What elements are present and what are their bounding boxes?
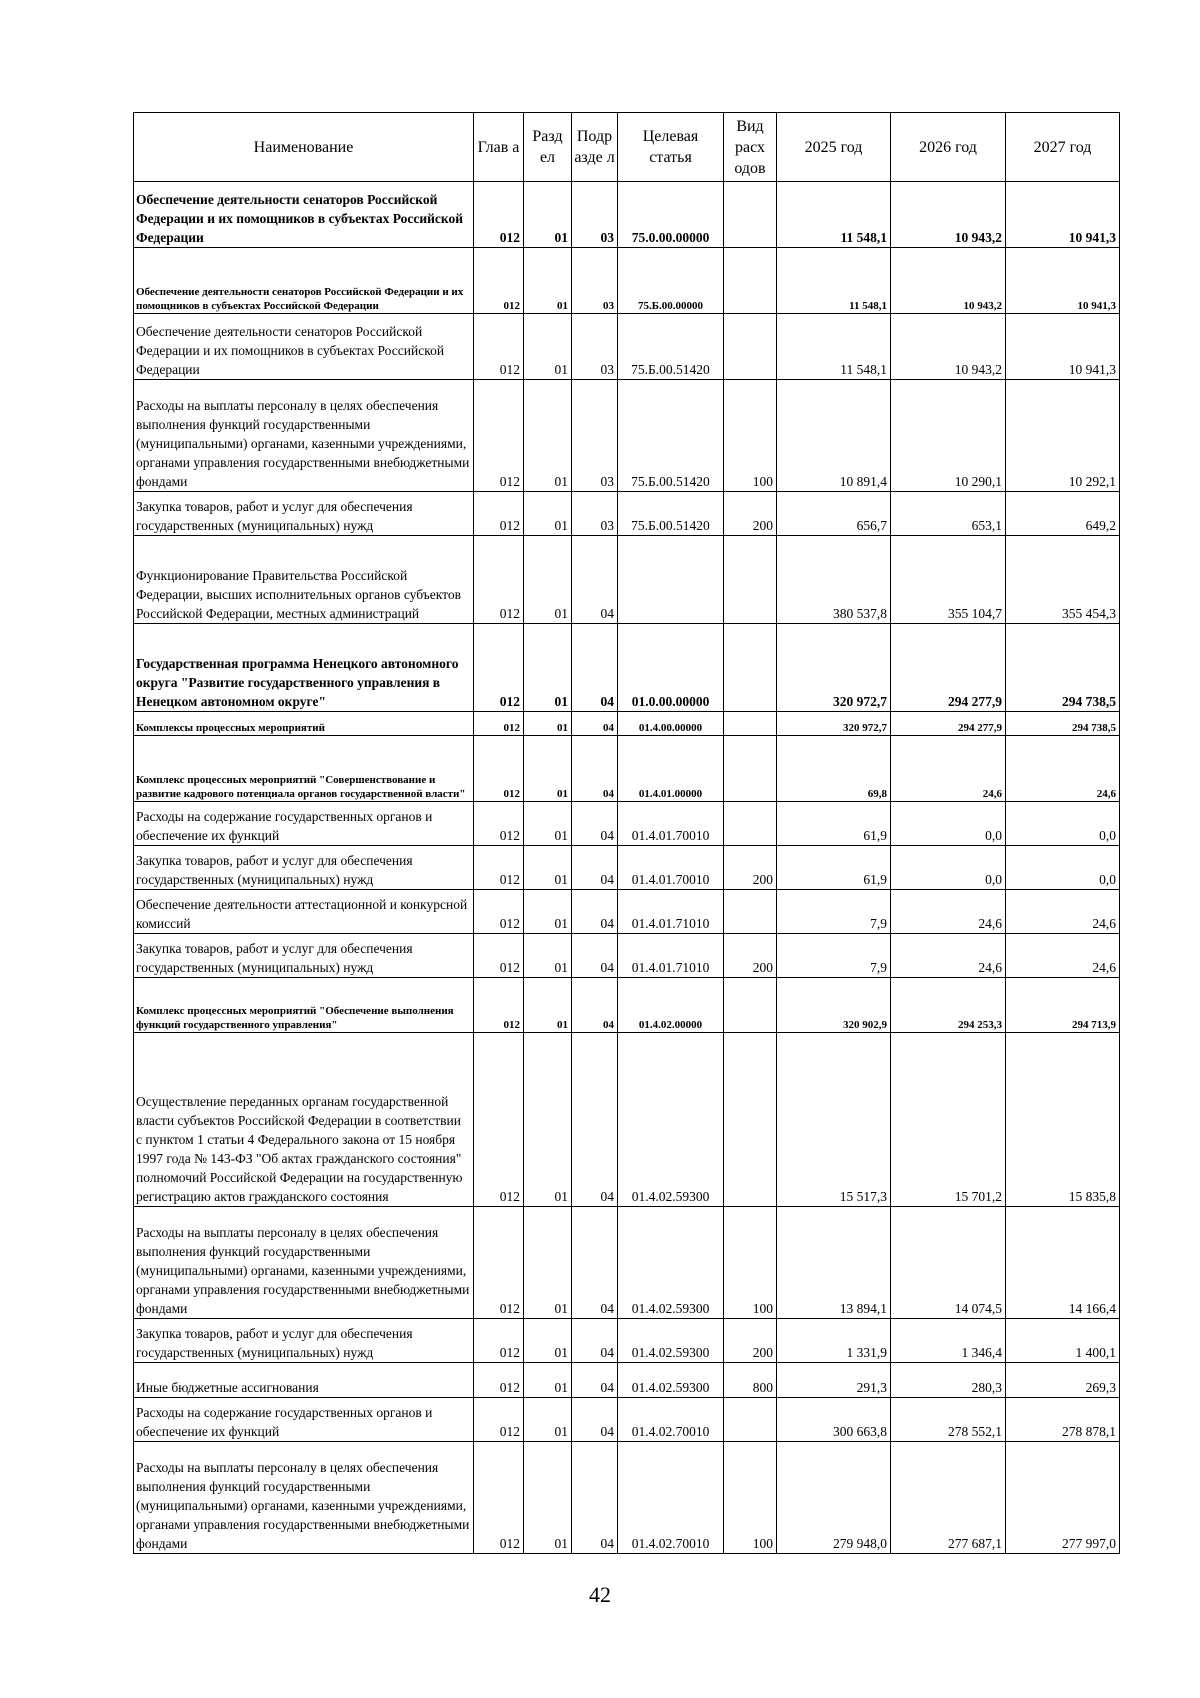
table-header bbox=[134, 113, 1120, 182]
cell-target: 75.Б.00.51420 bbox=[618, 380, 724, 492]
cell-name: Обеспечение деятельности сенаторов Российской Федерации и их помощников в субъектах Российской Федерации bbox=[134, 314, 474, 380]
cell-name: Расходы на содержание государственных органов и обеспечение их функций bbox=[134, 1398, 474, 1442]
cell-glava: 012 bbox=[474, 1319, 524, 1363]
cell-razdel: 01 bbox=[524, 736, 572, 802]
cell-target: 75.Б.00.00000 bbox=[618, 248, 724, 314]
table-row bbox=[134, 1207, 1120, 1319]
cell-glava: 012 bbox=[474, 802, 524, 846]
cell-razdel: 01 bbox=[524, 978, 572, 1033]
cell-name: Функционирование Правительства Российской Федерации, высших исполнительных органов субъектов Российской Федерации, местных администраций bbox=[134, 536, 474, 624]
cell-razdel: 01 bbox=[524, 1442, 572, 1554]
cell-razdel: 01 bbox=[524, 314, 572, 380]
cell-glava: 012 bbox=[474, 736, 524, 802]
cell-name: Обеспечение деятельности сенаторов Российской Федерации и их помощников в субъектах Российской Федерации bbox=[134, 248, 474, 314]
cell-glava: 012 bbox=[474, 712, 524, 736]
cell-vid: 200 bbox=[724, 1319, 777, 1363]
table-row bbox=[134, 314, 1120, 380]
cell-name: Комплекс процессных мероприятий "Совершенствование и развитие кадрового потенциала органов государственной власти" bbox=[134, 736, 474, 802]
table-row bbox=[134, 492, 1120, 536]
cell-vid bbox=[724, 712, 777, 736]
cell-y2027: 24,6 bbox=[1006, 736, 1120, 802]
cell-y2027: 10 941,3 bbox=[1006, 314, 1120, 380]
table-row bbox=[134, 1398, 1120, 1442]
cell-target: 01.4.02.59300 bbox=[618, 1033, 724, 1207]
cell-name: Расходы на содержание государственных органов и обеспечение их функций bbox=[134, 802, 474, 846]
cell-name: Осуществление переданных органам государственной власти субъектов Российской Федерации в соответствии с пунктом 1 статьи 4 Федерального закона от 15 ноября 1997 года № 143-ФЗ "Об актах гражданского состояния" полномочий Российской Федерации на государственную регистрацию актов гражданского состояния bbox=[134, 1033, 474, 1207]
cell-vid bbox=[724, 1398, 777, 1442]
cell-glava: 012 bbox=[474, 380, 524, 492]
cell-podrazdel: 04 bbox=[572, 1398, 618, 1442]
cell-razdel: 01 bbox=[524, 380, 572, 492]
table-row bbox=[134, 934, 1120, 978]
cell-razdel: 01 bbox=[524, 536, 572, 624]
cell-y2025: 7,9 bbox=[777, 890, 891, 934]
cell-razdel: 01 bbox=[524, 1363, 572, 1398]
cell-target: 01.4.02.70010 bbox=[618, 1442, 724, 1554]
cell-y2027: 15 835,8 bbox=[1006, 1033, 1120, 1207]
cell-y2025: 15 517,3 bbox=[777, 1033, 891, 1207]
cell-y2026: 280,3 bbox=[891, 1363, 1006, 1398]
cell-y2025: 300 663,8 bbox=[777, 1398, 891, 1442]
cell-y2026: 0,0 bbox=[891, 802, 1006, 846]
cell-y2025: 291,3 bbox=[777, 1363, 891, 1398]
cell-y2026: 0,0 bbox=[891, 846, 1006, 890]
cell-y2027: 24,6 bbox=[1006, 934, 1120, 978]
cell-y2027: 24,6 bbox=[1006, 890, 1120, 934]
cell-glava: 012 bbox=[474, 1363, 524, 1398]
cell-vid bbox=[724, 248, 777, 314]
cell-glava: 012 bbox=[474, 182, 524, 248]
cell-razdel: 01 bbox=[524, 846, 572, 890]
header-glava: Глав а bbox=[474, 113, 524, 182]
cell-podrazdel: 04 bbox=[572, 890, 618, 934]
cell-razdel: 01 bbox=[524, 182, 572, 248]
cell-razdel: 01 bbox=[524, 1207, 572, 1319]
header-2026: 2026 год bbox=[891, 113, 1006, 182]
cell-name: Обеспечение деятельности аттестационной и конкурсной комиссий bbox=[134, 890, 474, 934]
cell-y2027: 294 738,5 bbox=[1006, 712, 1120, 736]
cell-vid bbox=[724, 736, 777, 802]
cell-podrazdel: 04 bbox=[572, 624, 618, 712]
cell-podrazdel: 04 bbox=[572, 934, 618, 978]
cell-target bbox=[618, 536, 724, 624]
cell-name: Комплекс процессных мероприятий "Обеспечение выполнения функций государственного управления" bbox=[134, 978, 474, 1033]
cell-razdel: 01 bbox=[524, 890, 572, 934]
cell-y2025: 7,9 bbox=[777, 934, 891, 978]
table-row bbox=[134, 890, 1120, 934]
cell-y2026: 24,6 bbox=[891, 890, 1006, 934]
cell-vid bbox=[724, 802, 777, 846]
cell-target: 01.4.01.70010 bbox=[618, 846, 724, 890]
table-row bbox=[134, 846, 1120, 890]
cell-y2026: 278 552,1 bbox=[891, 1398, 1006, 1442]
cell-podrazdel: 04 bbox=[572, 712, 618, 736]
cell-y2025: 320 902,9 bbox=[777, 978, 891, 1033]
cell-glava: 012 bbox=[474, 624, 524, 712]
cell-podrazdel: 04 bbox=[572, 1319, 618, 1363]
header-2027: 2027 год bbox=[1006, 113, 1120, 182]
cell-podrazdel: 04 bbox=[572, 802, 618, 846]
cell-y2025: 380 537,8 bbox=[777, 536, 891, 624]
cell-y2025: 656,7 bbox=[777, 492, 891, 536]
budget-table bbox=[133, 112, 1120, 1554]
cell-vid bbox=[724, 536, 777, 624]
cell-name: Закупка товаров, работ и услуг для обеспечения государственных (муниципальных) нужд bbox=[134, 1319, 474, 1363]
table-row bbox=[134, 712, 1120, 736]
cell-y2027: 277 997,0 bbox=[1006, 1442, 1120, 1554]
table-row bbox=[134, 802, 1120, 846]
cell-y2027: 269,3 bbox=[1006, 1363, 1120, 1398]
cell-y2027: 10 941,3 bbox=[1006, 182, 1120, 248]
cell-razdel: 01 bbox=[524, 248, 572, 314]
cell-glava: 012 bbox=[474, 248, 524, 314]
cell-glava: 012 bbox=[474, 1033, 524, 1207]
header-name: Наименование bbox=[134, 113, 474, 182]
cell-y2026: 277 687,1 bbox=[891, 1442, 1006, 1554]
cell-name: Закупка товаров, работ и услуг для обеспечения государственных (муниципальных) нужд bbox=[134, 492, 474, 536]
cell-y2026: 10 290,1 bbox=[891, 380, 1006, 492]
cell-y2027: 10 292,1 bbox=[1006, 380, 1120, 492]
cell-name: Комплексы процессных мероприятий bbox=[134, 712, 474, 736]
cell-y2025: 61,9 bbox=[777, 846, 891, 890]
cell-razdel: 01 bbox=[524, 802, 572, 846]
cell-podrazdel: 04 bbox=[572, 846, 618, 890]
header-target: Целевая статья bbox=[618, 113, 724, 182]
cell-y2025: 320 972,7 bbox=[777, 624, 891, 712]
cell-target: 01.4.00.00000 bbox=[618, 712, 724, 736]
cell-vid: 100 bbox=[724, 380, 777, 492]
table-row bbox=[134, 624, 1120, 712]
cell-name: Расходы на выплаты персоналу в целях обеспечения выполнения функций государственными (муниципальными) органами, казенными учреждениями, органами управления государственными внебюджетными фондами bbox=[134, 1207, 474, 1319]
cell-podrazdel: 03 bbox=[572, 380, 618, 492]
cell-y2025: 11 548,1 bbox=[777, 182, 891, 248]
cell-razdel: 01 bbox=[524, 712, 572, 736]
cell-glava: 012 bbox=[474, 1398, 524, 1442]
table-row bbox=[134, 978, 1120, 1033]
cell-y2026: 294 277,9 bbox=[891, 624, 1006, 712]
cell-glava: 012 bbox=[474, 846, 524, 890]
cell-y2027: 1 400,1 bbox=[1006, 1319, 1120, 1363]
cell-y2026: 24,6 bbox=[891, 736, 1006, 802]
cell-podrazdel: 03 bbox=[572, 248, 618, 314]
cell-y2026: 355 104,7 bbox=[891, 536, 1006, 624]
cell-y2026: 24,6 bbox=[891, 934, 1006, 978]
cell-razdel: 01 bbox=[524, 1033, 572, 1207]
cell-podrazdel: 04 bbox=[572, 736, 618, 802]
cell-target: 01.0.00.00000 bbox=[618, 624, 724, 712]
cell-glava: 012 bbox=[474, 934, 524, 978]
cell-y2025: 11 548,1 bbox=[777, 314, 891, 380]
cell-glava: 012 bbox=[474, 314, 524, 380]
cell-podrazdel: 04 bbox=[572, 1442, 618, 1554]
cell-y2026: 294 277,9 bbox=[891, 712, 1006, 736]
table-row bbox=[134, 248, 1120, 314]
page-number: 42 bbox=[589, 1582, 611, 1607]
cell-y2025: 320 972,7 bbox=[777, 712, 891, 736]
cell-y2027: 0,0 bbox=[1006, 846, 1120, 890]
cell-target: 01.4.01.71010 bbox=[618, 934, 724, 978]
cell-podrazdel: 04 bbox=[572, 978, 618, 1033]
cell-target: 01.4.02.59300 bbox=[618, 1319, 724, 1363]
cell-target: 75.Б.00.51420 bbox=[618, 314, 724, 380]
cell-y2027: 14 166,4 bbox=[1006, 1207, 1120, 1319]
cell-target: 01.4.02.59300 bbox=[618, 1363, 724, 1398]
cell-glava: 012 bbox=[474, 978, 524, 1033]
cell-name: Расходы на выплаты персоналу в целях обеспечения выполнения функций государственными (муниципальными) органами, казенными учреждениями, органами управления государственными внебюджетными фондами bbox=[134, 1442, 474, 1554]
cell-glava: 012 bbox=[474, 890, 524, 934]
cell-y2026: 1 346,4 bbox=[891, 1319, 1006, 1363]
cell-vid: 200 bbox=[724, 934, 777, 978]
cell-vid bbox=[724, 182, 777, 248]
cell-y2027: 278 878,1 bbox=[1006, 1398, 1120, 1442]
cell-target: 75.Б.00.51420 bbox=[618, 492, 724, 536]
cell-y2026: 653,1 bbox=[891, 492, 1006, 536]
cell-y2027: 0,0 bbox=[1006, 802, 1120, 846]
cell-podrazdel: 03 bbox=[572, 492, 618, 536]
header-razdel: Разд ел bbox=[524, 113, 572, 182]
cell-vid bbox=[724, 624, 777, 712]
cell-target: 01.4.01.00000 bbox=[618, 736, 724, 802]
cell-y2027: 649,2 bbox=[1006, 492, 1120, 536]
cell-glava: 012 bbox=[474, 492, 524, 536]
cell-y2026: 10 943,2 bbox=[891, 314, 1006, 380]
cell-razdel: 01 bbox=[524, 1398, 572, 1442]
header-vid: Вид расх одов bbox=[724, 113, 777, 182]
cell-vid bbox=[724, 1033, 777, 1207]
cell-y2025: 279 948,0 bbox=[777, 1442, 891, 1554]
table-row bbox=[134, 380, 1120, 492]
cell-y2027: 294 738,5 bbox=[1006, 624, 1120, 712]
cell-target: 01.4.01.70010 bbox=[618, 802, 724, 846]
cell-y2026: 10 943,2 bbox=[891, 182, 1006, 248]
cell-y2025: 1 331,9 bbox=[777, 1319, 891, 1363]
cell-vid bbox=[724, 314, 777, 380]
cell-glava: 012 bbox=[474, 536, 524, 624]
cell-vid bbox=[724, 978, 777, 1033]
cell-glava: 012 bbox=[474, 1442, 524, 1554]
cell-glava: 012 bbox=[474, 1207, 524, 1319]
cell-name: Закупка товаров, работ и услуг для обеспечения государственных (муниципальных) нужд bbox=[134, 934, 474, 978]
cell-podrazdel: 04 bbox=[572, 1207, 618, 1319]
table-row bbox=[134, 1033, 1120, 1207]
cell-target: 75.0.00.00000 bbox=[618, 182, 724, 248]
cell-vid bbox=[724, 890, 777, 934]
table-row bbox=[134, 536, 1120, 624]
cell-y2025: 11 548,1 bbox=[777, 248, 891, 314]
table-row bbox=[134, 182, 1120, 248]
cell-y2025: 13 894,1 bbox=[777, 1207, 891, 1319]
cell-name: Закупка товаров, работ и услуг для обеспечения государственных (муниципальных) нужд bbox=[134, 846, 474, 890]
cell-name: Иные бюджетные ассигнования bbox=[134, 1363, 474, 1398]
cell-y2025: 69,8 bbox=[777, 736, 891, 802]
table-row bbox=[134, 1319, 1120, 1363]
cell-y2027: 355 454,3 bbox=[1006, 536, 1120, 624]
table-body bbox=[134, 182, 1120, 1554]
cell-podrazdel: 04 bbox=[572, 1033, 618, 1207]
cell-vid: 100 bbox=[724, 1442, 777, 1554]
table-row bbox=[134, 1442, 1120, 1554]
cell-target: 01.4.01.71010 bbox=[618, 890, 724, 934]
cell-y2027: 294 713,9 bbox=[1006, 978, 1120, 1033]
cell-vid: 200 bbox=[724, 492, 777, 536]
cell-y2026: 14 074,5 bbox=[891, 1207, 1006, 1319]
cell-vid: 800 bbox=[724, 1363, 777, 1398]
cell-name: Расходы на выплаты персоналу в целях обеспечения выполнения функций государственными (муниципальными) органами, казенными учреждениями, органами управления государственными внебюджетными фондами bbox=[134, 380, 474, 492]
cell-podrazdel: 04 bbox=[572, 536, 618, 624]
cell-y2026: 294 253,3 bbox=[891, 978, 1006, 1033]
cell-y2025: 10 891,4 bbox=[777, 380, 891, 492]
cell-razdel: 01 bbox=[524, 934, 572, 978]
cell-razdel: 01 bbox=[524, 624, 572, 712]
cell-y2025: 61,9 bbox=[777, 802, 891, 846]
cell-target: 01.4.02.59300 bbox=[618, 1207, 724, 1319]
cell-y2026: 10 943,2 bbox=[891, 248, 1006, 314]
cell-razdel: 01 bbox=[524, 492, 572, 536]
cell-name: Государственная программа Ненецкого автономного округа "Развитие государственного управления в Ненецком автономном округе" bbox=[134, 624, 474, 712]
cell-podrazdel: 03 bbox=[572, 314, 618, 380]
header-2025: 2025 год bbox=[777, 113, 891, 182]
table-row bbox=[134, 736, 1120, 802]
header-podrazdel: Подр азде л bbox=[572, 113, 618, 182]
cell-podrazdel: 04 bbox=[572, 1363, 618, 1398]
cell-podrazdel: 03 bbox=[572, 182, 618, 248]
cell-vid: 200 bbox=[724, 846, 777, 890]
table-row bbox=[134, 1363, 1120, 1398]
cell-name: Обеспечение деятельности сенаторов Российской Федерации и их помощников в субъектах Российской Федерации bbox=[134, 182, 474, 248]
cell-target: 01.4.02.00000 bbox=[618, 978, 724, 1033]
cell-target: 01.4.02.70010 bbox=[618, 1398, 724, 1442]
cell-vid: 100 bbox=[724, 1207, 777, 1319]
cell-y2026: 15 701,2 bbox=[891, 1033, 1006, 1207]
cell-y2027: 10 941,3 bbox=[1006, 248, 1120, 314]
cell-razdel: 01 bbox=[524, 1319, 572, 1363]
